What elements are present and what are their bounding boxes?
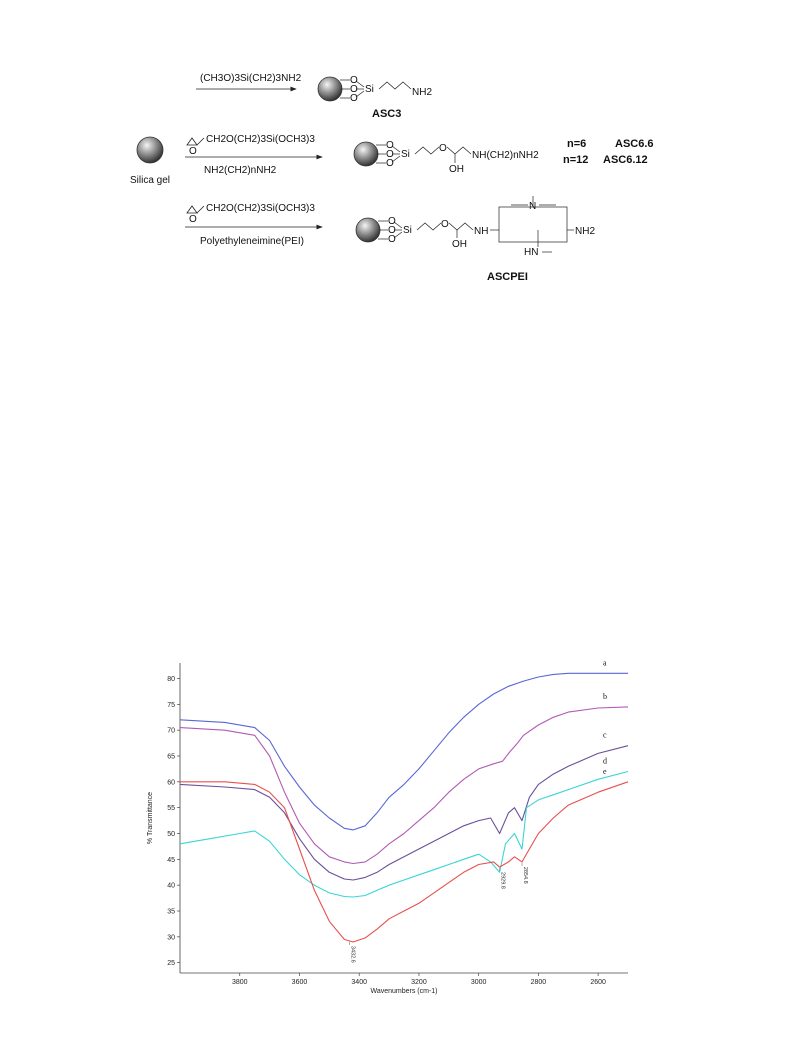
asc66-amine: NH(CH2)nNH2 xyxy=(472,150,539,161)
series-a-label: a xyxy=(603,658,607,668)
ascpei-si: Si xyxy=(403,225,412,236)
ascpei-name: ASCPEI xyxy=(487,271,528,283)
y-axis-label: % Transmittance xyxy=(147,791,154,845)
y-tick-label: 75 xyxy=(167,701,175,709)
y-tick-label: 70 xyxy=(167,727,175,735)
ascpei-oh: OH xyxy=(452,239,467,250)
plot-frame xyxy=(180,663,628,973)
asc66-o3: O xyxy=(386,158,394,169)
y-tick-label: 40 xyxy=(167,882,175,890)
variant-asc612: ASC6.12 xyxy=(603,154,648,166)
series-a-line xyxy=(180,673,628,830)
series-d-line xyxy=(180,772,628,898)
variant-n6: n=6 xyxy=(567,138,587,150)
series-b-line xyxy=(180,707,628,864)
ascpei-o2: O xyxy=(388,225,396,236)
asc66-si: Si xyxy=(401,149,410,160)
reaction2-reagent-below: NH2(CH2)nNH2 xyxy=(204,165,277,176)
y-tick-label: 50 xyxy=(167,831,175,838)
asc66-oh: OH xyxy=(449,164,464,175)
x-tick-label: 2600 xyxy=(590,979,606,986)
variant-asc66: ASC6.6 xyxy=(615,138,654,150)
series-e-label: e xyxy=(603,766,607,776)
x-tick-label: 3400 xyxy=(351,979,367,986)
asc3-si: Si xyxy=(365,84,374,95)
y-tick-label: 25 xyxy=(167,960,175,968)
pei-hn: HN xyxy=(524,247,539,258)
ascpei-nh: NH xyxy=(474,226,489,237)
peak-label: 2854.8 xyxy=(522,866,529,884)
asc3-nh2: NH2 xyxy=(412,87,433,98)
series-e-line xyxy=(180,782,628,942)
reaction2-reagent-above: CH2O(CH2)3Si(OCH3)3 xyxy=(206,134,315,145)
pei-tertiary-n: N xyxy=(529,201,537,212)
reaction1-reagent: (CH3O)3Si(CH2)3NH2 xyxy=(200,73,302,84)
asc3-name: ASC3 xyxy=(372,108,402,120)
ascpei-ether-o: O xyxy=(441,219,449,230)
series-c-line xyxy=(180,746,628,880)
asc3-o2: O xyxy=(350,84,358,95)
series-b-label: b xyxy=(603,691,607,701)
y-tick-label: 55 xyxy=(167,805,175,813)
variant-n12: n=12 xyxy=(563,154,589,166)
silica-gel-label: Silica gel xyxy=(130,175,171,186)
peak-label: 3432.6 xyxy=(349,945,356,963)
x-tick-label: 3000 xyxy=(470,979,487,986)
y-tick-label: 35 xyxy=(167,908,175,916)
reaction3-reagent-above: CH2O(CH2)3Si(OCH3)3 xyxy=(206,203,315,214)
y-axis xyxy=(167,676,180,967)
reaction3-epoxide-o: O xyxy=(189,214,197,225)
peak-label: 2929.8 xyxy=(499,872,506,889)
pei-nh2: NH2 xyxy=(575,226,596,237)
y-tick-label: 60 xyxy=(167,779,175,787)
y-tick-label: 30 xyxy=(167,934,175,942)
x-tick-label: 3800 xyxy=(231,979,248,986)
x-tick-label: 2800 xyxy=(530,979,547,986)
reaction3-reagent-below: Polyethyleneimine(PEI) xyxy=(200,236,304,247)
series-d-label: d xyxy=(603,756,607,766)
asc66-ether-o: O xyxy=(439,143,447,154)
x-axis xyxy=(232,973,606,986)
x-tick-label: 3600 xyxy=(291,979,308,986)
y-tick-label: 65 xyxy=(167,753,175,761)
y-tick-label: 45 xyxy=(167,856,175,864)
asc66-o1: O xyxy=(386,140,394,151)
y-tick-label: 80 xyxy=(167,676,175,683)
series-c-label: c xyxy=(603,730,607,740)
x-tick-label: 3200 xyxy=(411,979,427,986)
asc3-o1: O xyxy=(350,75,358,86)
spectra-lines xyxy=(180,658,628,942)
reaction2-epoxide-o: O xyxy=(189,146,197,157)
x-axis-label: Wavenumbers (cm-1) xyxy=(370,988,438,995)
asc66-o2: O xyxy=(386,149,394,160)
ascpei-o3: O xyxy=(388,234,396,245)
peak-annotations xyxy=(349,863,528,963)
asc3-o3: O xyxy=(350,93,358,104)
ascpei-o1: O xyxy=(388,216,396,227)
